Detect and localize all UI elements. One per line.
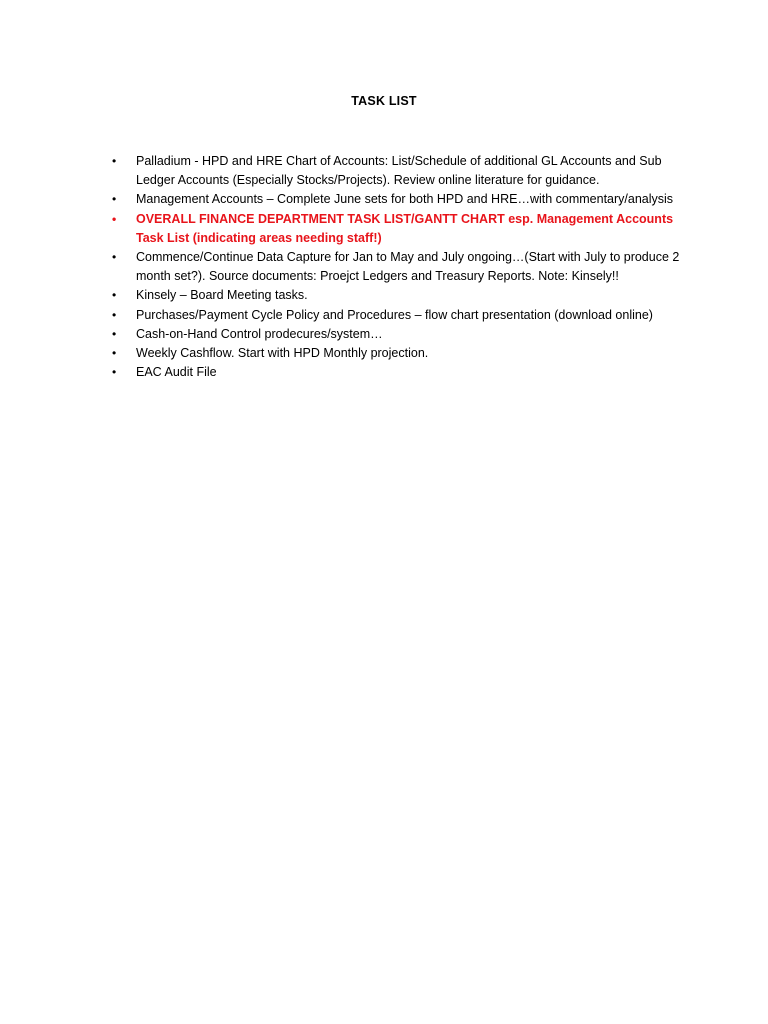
task-item	[112, 325, 682, 344]
task-item	[112, 190, 682, 209]
bullet-icon: •	[112, 211, 117, 226]
task-text: Cash-on-Hand Control prodecures/system…	[136, 326, 383, 341]
task-item-highlighted	[112, 210, 682, 248]
task-item	[112, 306, 682, 325]
task-text: OVERALL FINANCE DEPARTMENT TASK LIST/GANTT CHART esp. Management Accounts Task List (indicating areas needing staff!)	[136, 211, 674, 245]
task-text: Weekly Cashflow. Start with HPD Monthly projection.	[136, 346, 429, 361]
task-text: Commence/Continue Data Capture for Jan to May and July ongoing…(Start with July to produce 2 month set?). Source documents: Proejct Ledgers and Treasury Reports. Note: Kinsely!!	[136, 250, 680, 284]
task-text: Palladium - HPD and HRE Chart of Accounts: List/Schedule of additional GL Accounts and Sub Ledger Accounts (Especially Stocks/Projects). Review online literature for guidance.	[136, 154, 662, 188]
task-item	[112, 344, 682, 363]
task-text: EAC Audit File	[136, 365, 217, 380]
task-item	[112, 363, 682, 382]
task-text: Management Accounts – Complete June sets for both HPD and HRE…with commentary/analysis	[136, 192, 674, 207]
task-text: Purchases/Payment Cycle Policy and Procedures – flow chart presentation (download online)	[136, 307, 653, 322]
task-item	[112, 248, 682, 286]
task-list	[112, 152, 682, 382]
bullet-icon: •	[112, 307, 117, 322]
task-item	[112, 152, 682, 190]
bullet-icon: •	[112, 250, 117, 265]
bullet-icon: •	[112, 192, 117, 207]
bullet-icon: •	[112, 154, 117, 168]
bullet-icon: •	[112, 346, 117, 361]
bullet-icon: •	[112, 288, 117, 303]
task-text: Kinsely – Board Meeting tasks.	[136, 288, 308, 303]
document-title: TASK LIST	[351, 94, 417, 108]
task-item	[112, 286, 682, 305]
bullet-icon: •	[112, 365, 117, 380]
bullet-icon: •	[112, 326, 117, 341]
